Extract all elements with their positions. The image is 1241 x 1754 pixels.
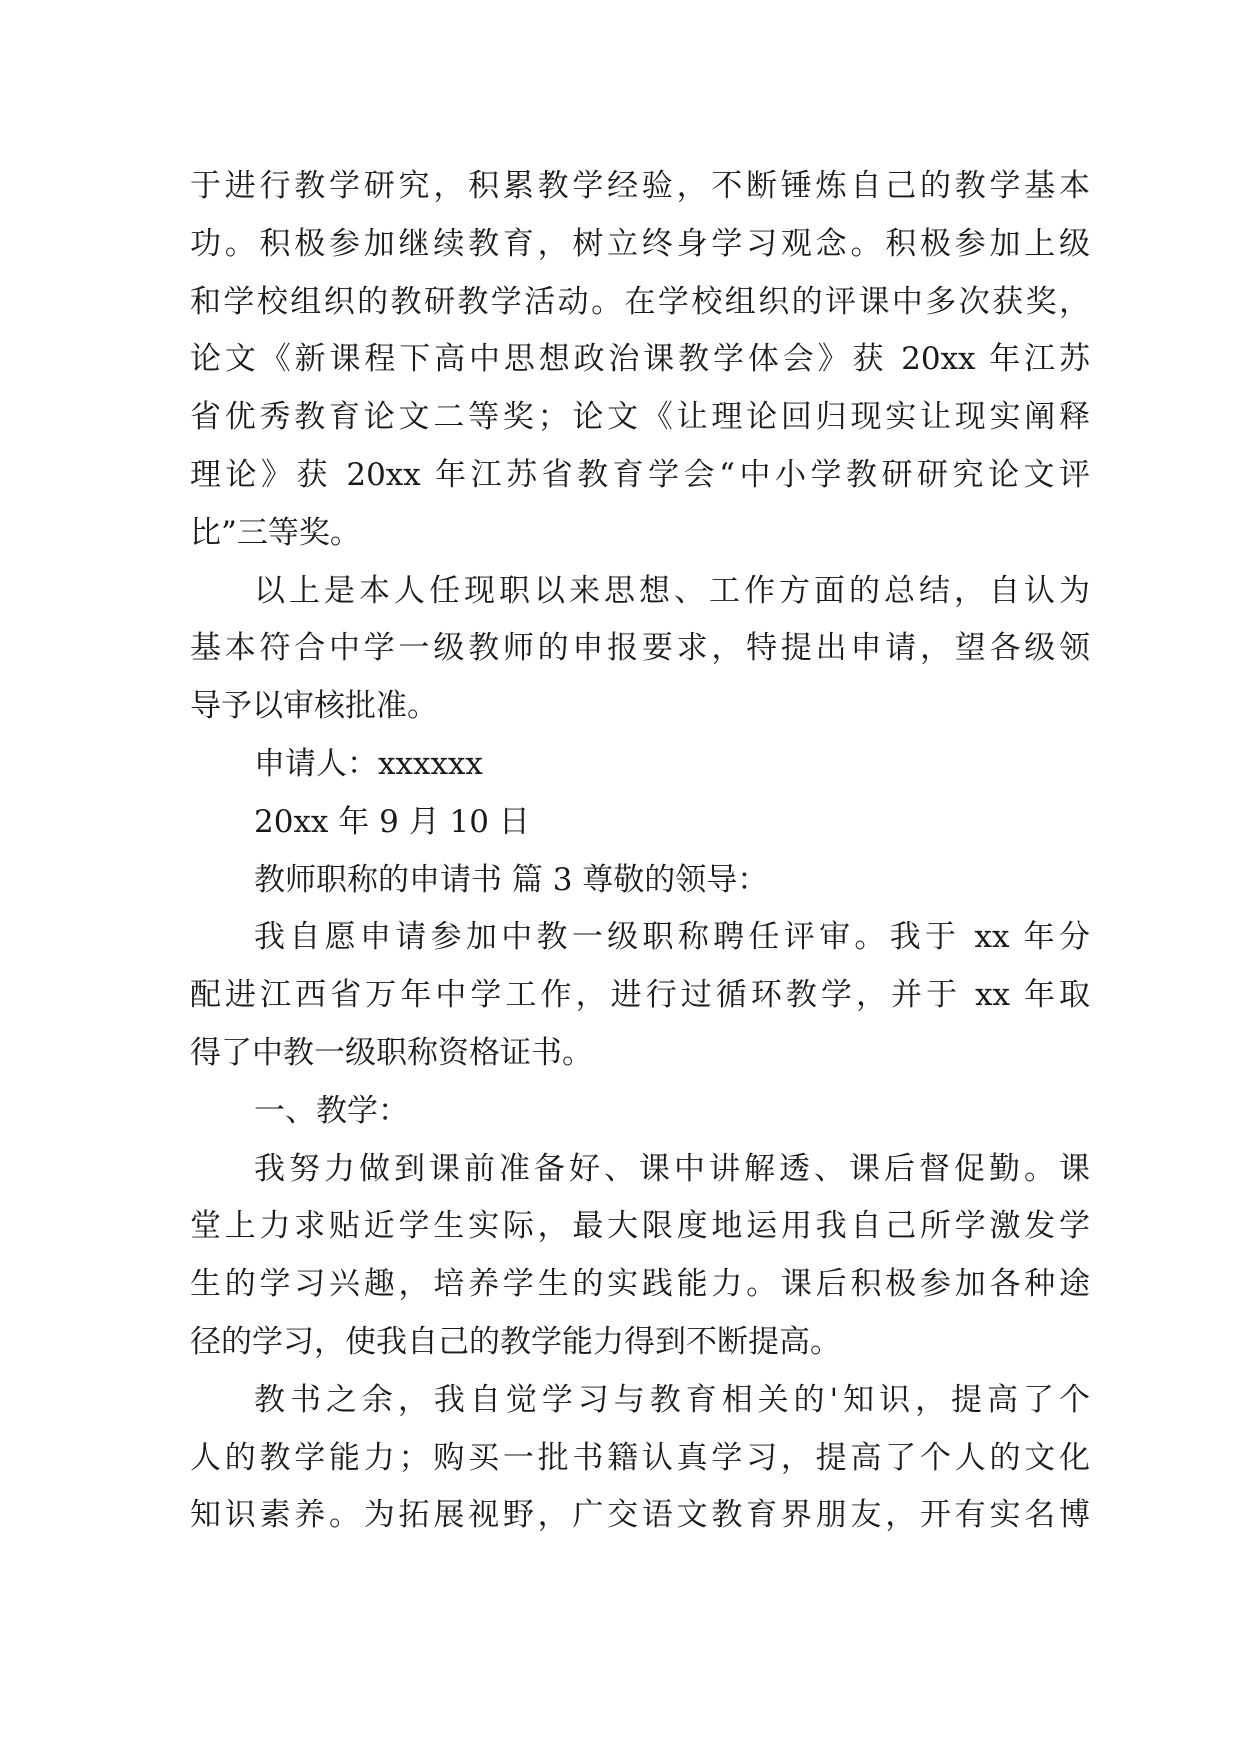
section-heading	[190, 852, 1090, 910]
paragraph	[190, 563, 1090, 736]
text-line: 基本符合中学一级教师的申报要求，特提出申请，望各级领	[190, 630, 1090, 667]
paragraph	[190, 1372, 1090, 1545]
text-line: 配进江西省万年中学工作，进行过循环教学，并于 xx 年取	[190, 977, 1090, 1014]
text-line: 论文《新课程下高中思想政治课教学体会》获 20xx 年江苏	[190, 341, 1090, 378]
text-line: 我努力做到课前准备好、课中讲解透、课后督促勤。课	[254, 1150, 1090, 1187]
text-line: 和学校组织的教研教学活动。在学校组织的评课中多次获奖，	[190, 283, 1090, 320]
text-line: 得了中教一级职称资格证书。	[190, 1034, 593, 1071]
text-line: 以上是本人任现职以来思想、工作方面的总结，自认为	[254, 572, 1090, 609]
text-line: 申请人：xxxxxx	[254, 745, 483, 782]
text-line: 生的学习兴趣，培养学生的实践能力。课后积极参加各种途	[190, 1266, 1090, 1303]
paragraph	[190, 1141, 1090, 1372]
text-line: 我自愿申请参加中教一级职称聘任评审。我于 xx 年分	[254, 919, 1090, 956]
text-line: 教书之余，我自觉学习与教育相关的'知识，提高了个	[254, 1381, 1090, 1418]
text-line: 比”三等奖。	[190, 514, 361, 551]
subheading	[190, 1083, 1090, 1141]
applicant-line	[190, 736, 1090, 794]
paragraph	[190, 158, 1090, 563]
text-line: 导予以审核批准。	[190, 688, 438, 725]
text-line: 一、教学：	[254, 1092, 409, 1129]
text-line: 省优秀教育论文二等奖；论文《让理论回归现实让现实阐释	[190, 399, 1090, 436]
text-line: 堂上力求贴近学生实际，最大限度地运用我自己所学激发学	[190, 1208, 1090, 1245]
text-line: 人的教学能力；购买一批书籍认真学习，提高了个人的文化	[190, 1439, 1090, 1476]
text-line: 20xx 年 9 月 10 日	[254, 803, 530, 840]
paragraph	[190, 909, 1090, 1082]
text-line: 径的学习，使我自己的教学能力得到不断提高。	[190, 1323, 841, 1360]
text-line: 理论》获 20xx 年江苏省教育学会“中小学教研研究论文评	[190, 456, 1090, 493]
text-line: 功。积极参加继续教育，树立终身学习观念。积极参加上级	[190, 225, 1090, 262]
text-line: 知识素养。为拓展视野，广交语文教育界朋友，开有实名博	[190, 1497, 1090, 1534]
date-line	[190, 794, 1090, 852]
text-line: 教师职称的申请书 篇 3 尊敬的领导：	[254, 861, 769, 898]
document-body	[190, 158, 1090, 1545]
text-line: 于进行教学研究，积累教学经验，不断锤炼自己的教学基本	[190, 168, 1090, 204]
